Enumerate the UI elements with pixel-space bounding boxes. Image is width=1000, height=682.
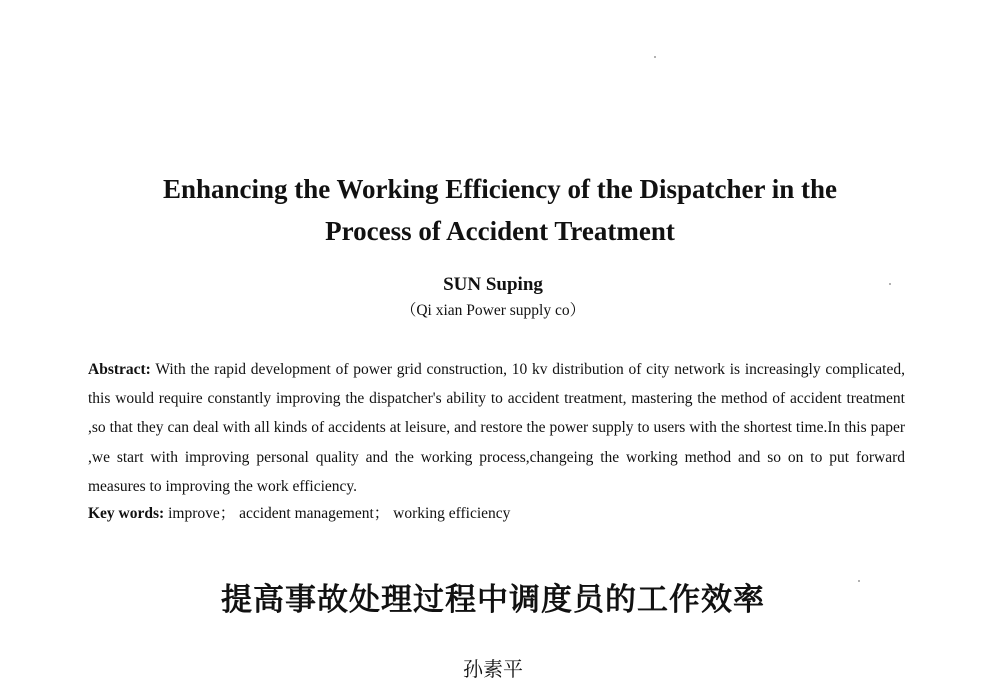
keywords <box>88 501 905 527</box>
scan-speck <box>654 56 656 58</box>
author-name: SUN Suping <box>443 274 543 295</box>
abstract <box>88 355 905 501</box>
keywords-text: improve； accident management； working efficiency <box>168 505 511 522</box>
abstract-label: Abstract: <box>88 361 151 378</box>
author-affiliation: （Qi xian Power supply co） <box>400 302 586 319</box>
keywords-label: Key words: <box>88 505 165 522</box>
chinese-author-name: 孙素平 <box>463 657 523 681</box>
paper-title <box>60 168 940 252</box>
abstract-text: With the rapid development of power grid construction, 10 kv distribution of city network is increasingly complicated, this would require constantly improving the dispatcher's ability to accident treatment, mastering the method of accident treatment ,so that they can deal with all kinds of accidents at leisure, and restore the power supply to users with the shortest time.In this paper ,we start with improving personal quality and the working process,changeing the working method and so on to put forward measures to improving the work efficiency. <box>88 361 905 495</box>
chinese-title: 提高事故处理过程中调度员的工作效率 <box>221 582 765 618</box>
paper-title-line-2: Process of Accident Treatment <box>325 216 675 246</box>
paper-title-line-1: Enhancing the Working Efficiency of the Dispatcher in the <box>162 174 838 204</box>
